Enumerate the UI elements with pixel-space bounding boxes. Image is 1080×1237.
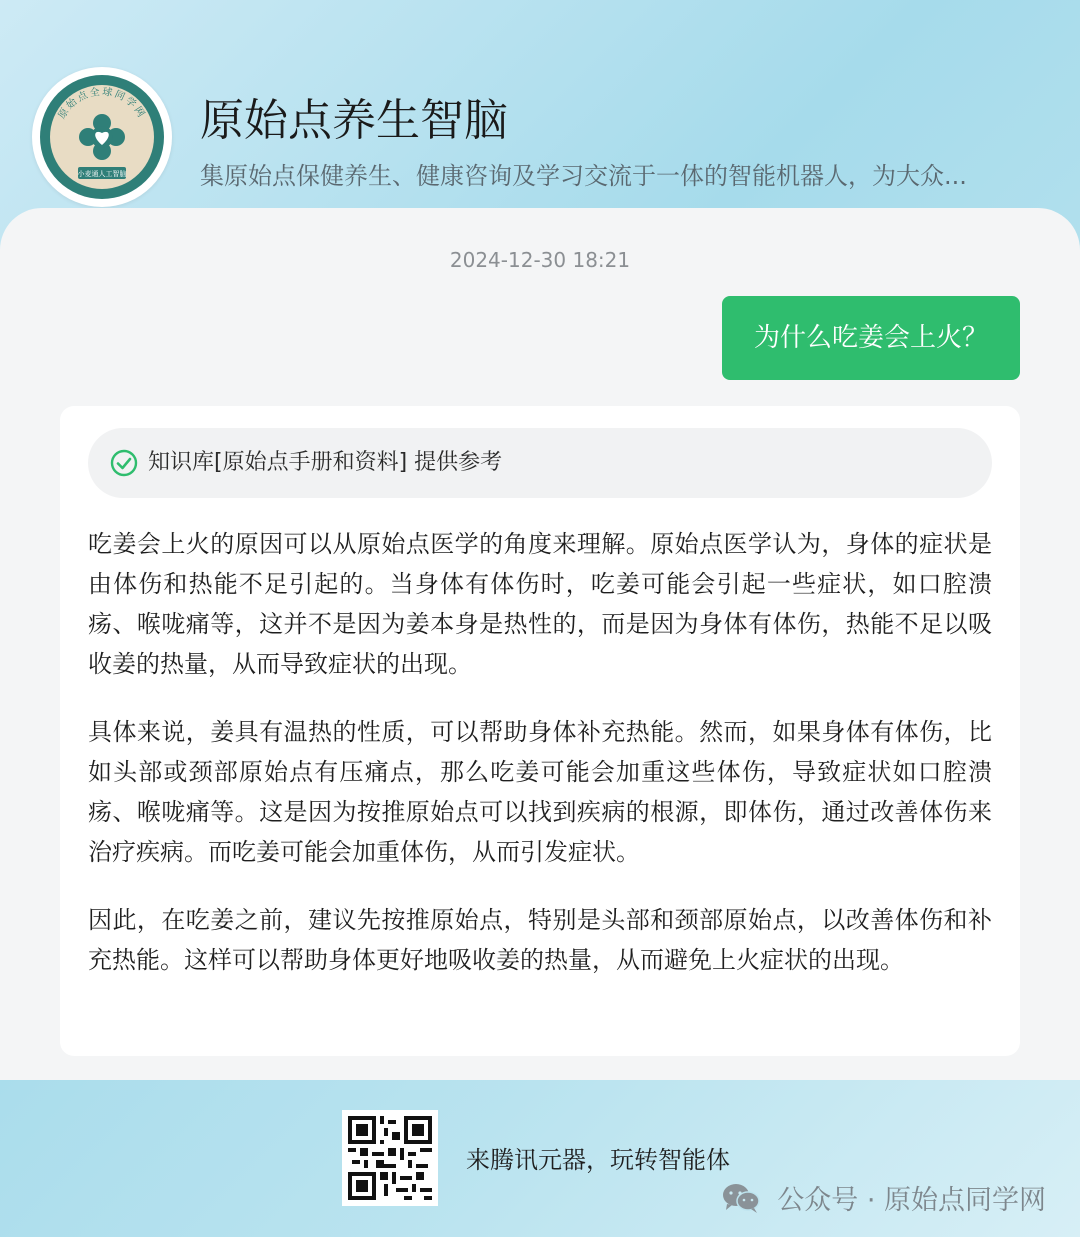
answer-paragraph: 因此，在吃姜之前，建议先按推原始点，特别是头部和颈部原始点，以改善体伤和补充热能。这样可以帮助身体更好地吸收姜的热量，从而避免上火症状的出现。 <box>88 906 992 974</box>
knowledge-source-text: 知识库[原始点手册和资料] 提供参考 <box>148 450 503 475</box>
bot-name: 原始点养生智脑 <box>200 95 508 146</box>
bot-description: 集原始点保健养生、健康咨询及学习交流于一体的智能机器人，为大众... <box>200 162 967 190</box>
answer-paragraph: 具体来说，姜具有温热的性质，可以帮助身体补充热能。然而，如果身体有体伤，比如头部或颈部原始点有压痛点，那么吃姜可能会加重这些体伤，导致症状如口腔溃疡、喉咙痛等。这是因为按推原始点可以找到疾病的根源，即体伤，通过改善体伤来治疗疾病。而吃姜可能会加重体伤，从而引发症状。 <box>88 718 992 866</box>
bot-header <box>0 0 1080 215</box>
watermark <box>721 1178 1046 1216</box>
qr-code[interactable] <box>342 1110 438 1206</box>
knowledge-source-banner[interactable] <box>88 428 992 498</box>
wechat-icon <box>721 1182 761 1214</box>
heart-knot-emblem-icon <box>32 67 172 207</box>
watermark-text: 公众号 · 原始点同学网 <box>777 1185 1046 1216</box>
footer-cta: 来腾讯元器，玩转智能体 <box>466 1146 730 1174</box>
logo-bottom-text: 小麦通人工智脑 <box>77 170 127 178</box>
answer-text <box>88 524 992 1008</box>
check-circle-icon <box>110 449 138 477</box>
message-timestamp: 2024-12-30 18:21 <box>449 248 631 272</box>
answer-paragraph: 吃姜会上火的原因可以从原始点医学的角度来理解。原始点医学认为，身体的症状是由体伤和热能不足引起的。当身体有体伤时，吃姜可能会引起一些症状，如口腔溃疡、喉咙痛等，这并不是因为姜本身是热性的，而是因为身体有体伤，热能不足以吸收姜的热量，从而导致症状的出现。 <box>88 530 992 678</box>
logo-ring-text: 原始点全球同学网 <box>56 86 148 122</box>
bot-answer-card <box>60 406 1020 1056</box>
chat-panel <box>0 208 1080 1080</box>
qr-code-icon <box>348 1116 432 1200</box>
page-footer <box>0 1080 1080 1237</box>
user-message-bubble[interactable]: 为什么吃姜会上火？ <box>722 296 1020 380</box>
bot-avatar[interactable] <box>32 67 172 207</box>
